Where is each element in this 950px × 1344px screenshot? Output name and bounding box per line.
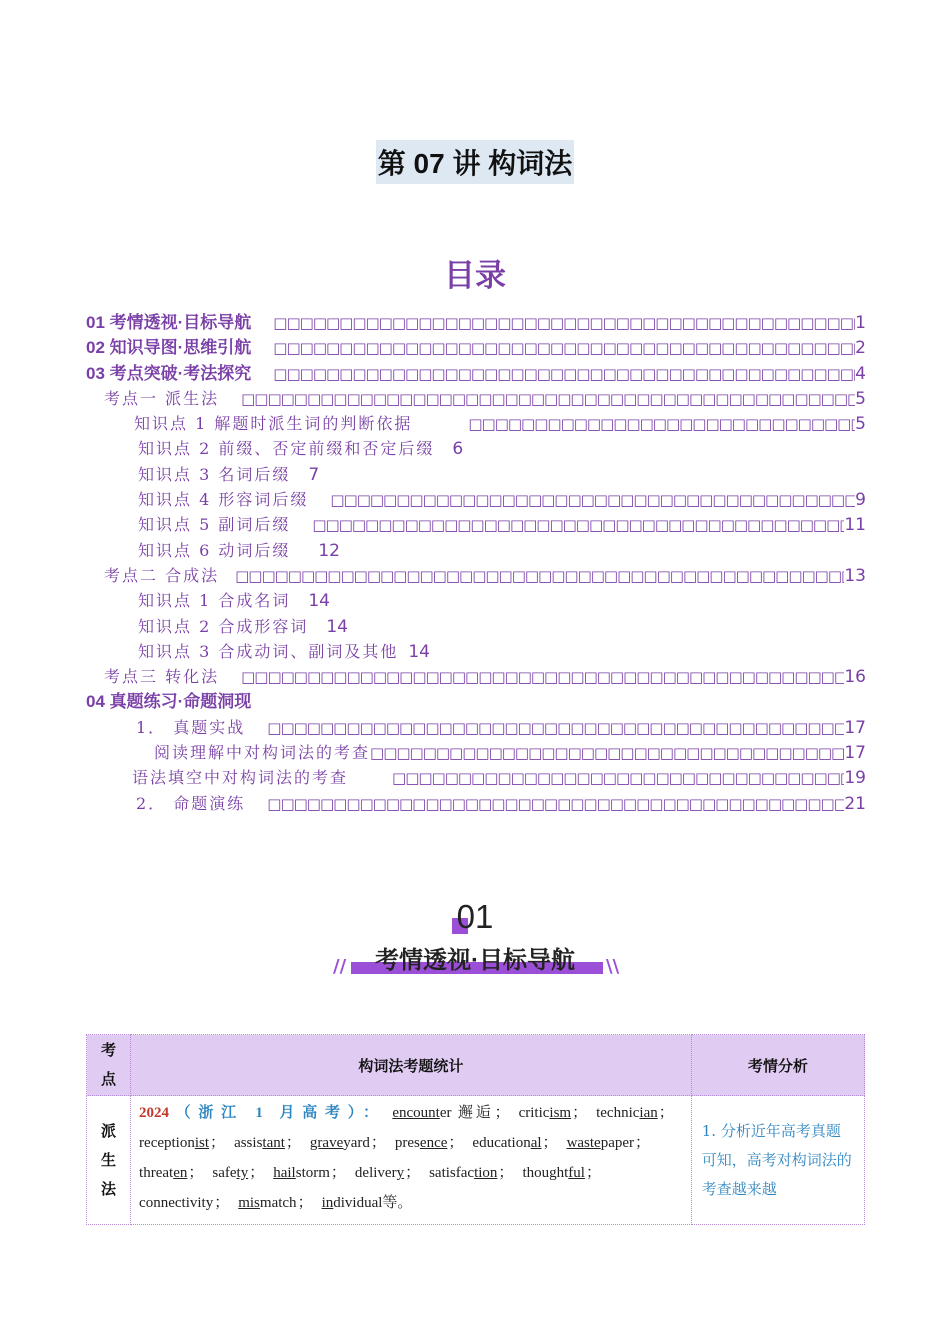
section-number: 01 — [456, 898, 494, 935]
toc-label: 1． 真题实战 — [136, 717, 246, 737]
toc-label: 知识点 4 形容词后缀 — [138, 490, 309, 510]
toc-page: 5 — [855, 388, 866, 409]
document-title — [0, 140, 950, 184]
left-slash-decoration: // — [333, 956, 347, 977]
vocabulary-word: receptionist — [139, 1135, 210, 1151]
toc-row[interactable] — [86, 614, 866, 639]
toc-leader — [267, 716, 844, 740]
toc-leader — [267, 792, 844, 816]
toc-row[interactable] — [86, 512, 866, 537]
toc-label: 02 知识导图·思维引航 — [86, 338, 252, 358]
toc-page: 11 — [844, 515, 866, 536]
stats-cell — [131, 1096, 692, 1225]
vocabulary-word: thoughtful — [522, 1165, 585, 1181]
toc-row[interactable] — [86, 791, 866, 816]
toc-row[interactable] — [86, 436, 866, 461]
toc-label: 知识点 1 合成名词 — [138, 591, 291, 611]
toc-page: 17 — [844, 743, 866, 764]
toc-row[interactable] — [86, 538, 866, 563]
toc-leader — [312, 513, 844, 537]
toc-label: 语法填空中对构词法的考查 — [132, 768, 349, 788]
right-slash-decoration: \\ — [606, 956, 620, 977]
header-analysis: 考情分析 — [691, 1035, 864, 1096]
toc-label: 知识点 3 合成动词、副词及其他 — [138, 641, 399, 661]
toc-row[interactable] — [86, 386, 866, 411]
toc-label: 知识点 2 前缀、否定前缀和否定后缀 — [138, 439, 435, 459]
word-list: encounter 邂逅； criticism； technician；receptionist； assistant； graveyard； presence； educational； wastepaper；threaten； safety； hailstorm； delivery； satisfaction； thoughtful；connectivity； mismatch； individual — [139, 1105, 674, 1211]
toc-page: 14 — [308, 591, 330, 612]
toc-leader — [468, 412, 855, 436]
toc-label: 知识点 5 副词后缀 — [138, 515, 291, 535]
vocabulary-word: delivery — [354, 1165, 405, 1181]
toc-leader — [241, 387, 855, 411]
toc-label: 2． 命题演练 — [136, 793, 246, 813]
toc-label: 知识点 2 合成形容词 — [138, 616, 309, 636]
toc-row[interactable] — [86, 411, 866, 436]
vocabulary-word: connectivity — [139, 1195, 214, 1211]
header-stats: 构词法考题统计 — [131, 1035, 692, 1096]
document-title-text: 第 07 讲 构词法 — [376, 140, 574, 184]
toc-page: 14 — [326, 616, 348, 637]
toc-page: 7 — [308, 464, 320, 485]
exam-source: （浙江 1 月高考）： — [175, 1105, 386, 1121]
vocabulary-word: satisfaction — [429, 1165, 498, 1181]
table-row — [87, 1096, 865, 1225]
exam-statistics-table — [86, 1034, 865, 1225]
toc-page: 13 — [844, 565, 866, 586]
section-title: 考情透视·目标导航 — [375, 947, 575, 974]
toc-label: 考点三 转化法 — [104, 667, 220, 687]
vocabulary-word: wastepaper — [566, 1135, 635, 1151]
vocabulary-word: hailstorm — [273, 1165, 330, 1181]
toc-leader — [241, 665, 844, 689]
vocabulary-word: presence — [394, 1135, 448, 1151]
toc-label: 考点一 派生法 — [104, 388, 220, 408]
toc-label: 考点二 合成法 — [104, 565, 220, 585]
toc-row[interactable] — [86, 462, 866, 487]
toc-leader — [273, 311, 855, 335]
toc-leader — [392, 766, 844, 790]
vocabulary-word: assistant — [234, 1135, 285, 1151]
toc-row[interactable] — [86, 740, 866, 765]
toc-label: 知识点 3 名词后缀 — [138, 464, 291, 484]
toc-leader — [235, 564, 844, 588]
vocabulary-word: individual — [321, 1195, 383, 1211]
toc-leader — [273, 336, 855, 360]
vocabulary-word: threaten — [139, 1165, 188, 1181]
exam-year: 2024 — [139, 1105, 170, 1121]
vocabulary-word: criticism — [518, 1105, 572, 1121]
table-header-row — [87, 1035, 865, 1096]
toc-row[interactable] — [86, 335, 866, 360]
toc-row[interactable] — [86, 639, 866, 664]
vocabulary-word: 邂逅 — [458, 1105, 494, 1121]
vocabulary-word: encounter — [392, 1105, 452, 1121]
toc-label: 01 考情透视·目标导航 — [86, 313, 252, 332]
toc-leader — [330, 488, 855, 512]
toc-page: 14 — [408, 641, 430, 662]
toc-page: 5 — [855, 414, 866, 435]
toc-label: 04 真题练习·命题洞现 — [86, 692, 252, 712]
analysis-cell: 1. 分析近年高考真题可知，高考对构词法的考查越来越 — [691, 1096, 864, 1225]
toc-page: 4 — [855, 363, 866, 384]
toc-label: 03 考点突破·考法探究 — [86, 363, 252, 383]
toc-label: 知识点 6 动词后缀 — [138, 540, 291, 560]
vocabulary-word: technician — [596, 1105, 658, 1121]
word-list-tail: 等。 — [382, 1195, 413, 1211]
toc-row[interactable] — [86, 487, 866, 512]
point-cell: 派 生 法 — [87, 1096, 131, 1225]
toc-leader — [370, 741, 844, 765]
toc-page: 19 — [844, 768, 866, 789]
toc-row[interactable] — [86, 765, 866, 790]
header-point: 考点 — [87, 1035, 131, 1096]
vocabulary-word: graveyard — [309, 1135, 370, 1151]
toc-page: 6 — [452, 439, 464, 460]
toc-row[interactable] — [86, 689, 866, 714]
toc-page: 17 — [844, 717, 866, 738]
toc-label: 阅读理解中对构词法的考查 — [154, 743, 371, 763]
toc-label: 知识点 1 解题时派生词的判断依据 — [134, 414, 413, 434]
toc-leader — [273, 362, 855, 386]
vocabulary-word: educational — [472, 1135, 542, 1151]
toc-row[interactable] — [86, 715, 866, 740]
toc-row[interactable] — [86, 664, 866, 689]
toc-page: 16 — [844, 667, 866, 688]
toc-page: 12 — [318, 540, 340, 561]
toc-row[interactable] — [86, 310, 866, 335]
toc-heading: 目录 — [444, 258, 506, 293]
toc-row[interactable] — [86, 563, 866, 588]
vocabulary-word: mismatch — [238, 1195, 297, 1211]
toc-page: 1 — [855, 313, 866, 333]
toc-row[interactable] — [86, 361, 866, 386]
toc-page: 9 — [855, 490, 866, 511]
toc-page: 2 — [855, 338, 866, 359]
toc-page: 21 — [844, 793, 866, 814]
table-of-contents — [86, 310, 866, 816]
toc-row[interactable] — [86, 588, 866, 613]
vocabulary-word: safety — [212, 1165, 249, 1181]
